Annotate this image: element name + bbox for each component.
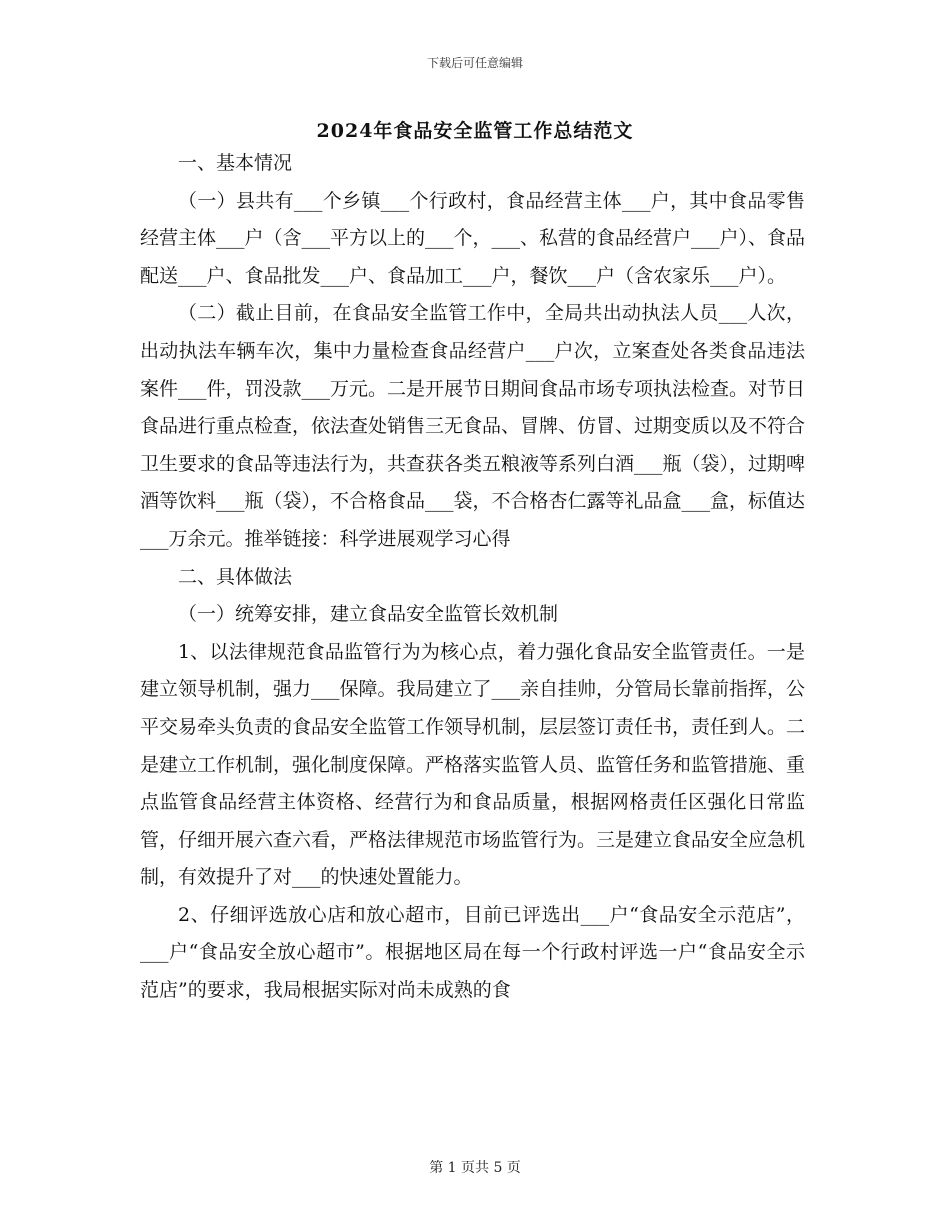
page-header: 下载后可任意编辑: [426, 56, 523, 70]
page-footer: 第 1 页共 5 页: [429, 1160, 521, 1176]
section-heading-methods: 二、具体做法: [178, 565, 293, 588]
section-heading-basic: 一、基本情况: [178, 152, 293, 174]
paragraph: （一）县共有___个乡镇___个行政村，食品经营主体___户，其中食品零售经营主体___户（含___平方以上的___个，___、私营的食品经营户___户）、食品配送___户、食品批发___户、食品加工___户，餐饮___户（含农家乐___户）。: [140, 189, 806, 287]
paragraph: 2、仔细评选放心店和放心超市，目前已评选出___户“食品安全示范店”，___户“食品安全放心超市”。根据地区局在每一个行政村评选一户“食品安全示范店”的要求，我局根据实际对尚未成熟的食: [140, 903, 805, 1002]
document-title: 2024年食品安全监管工作总结范文: [316, 120, 634, 142]
paragraph: （二）截止目前，在食品安全监管工作中，全局共出动执法人员___人次，出动执法车辆车次，集中力量检查食品经营户___户次，立案查处各类食品违法案件___件，罚没款___万元。二是开展节日期间食品市场专项执法检查。对节日食品进行重点检查，依法查处销售三无食品、冒牌、仿冒、过期变质以及不符合卫生要求的食品等违法行为，共查获各类五粮液等系列白酒___瓶（袋），过期啤酒等饮料___瓶（袋），不合格食品___袋，不合格杏仁露等礼品盒___盒，标值达___万余元。推举链接：科学进展观学习心得: [140, 302, 806, 550]
subsection-heading: （一）统筹安排，建立食品安全监管长效机制: [178, 603, 559, 626]
paragraph: 1、以法律规范食品监管行为为核心点，着力强化食品安全监管责任。一是建立领导机制，强力___保障。我局建立了___亲自挂帅，分管局长靠前指挥，公平交易牵头负责的食品安全监管工作领导机制，层层签订责任书，责任到人。二是建立工作机制，强化制度保障。严格落实监管人员、监管任务和监管措施、重点监管食品经营主体资格、经营行为和食品质量，根据网格责任区强化日常监管，仔细开展六查六看，严格法律规范市场监管行为。三是建立食品安全应急机制，有效提升了对___的快速处置能力。: [140, 640, 806, 889]
document-body: [140, 145, 805, 1010]
